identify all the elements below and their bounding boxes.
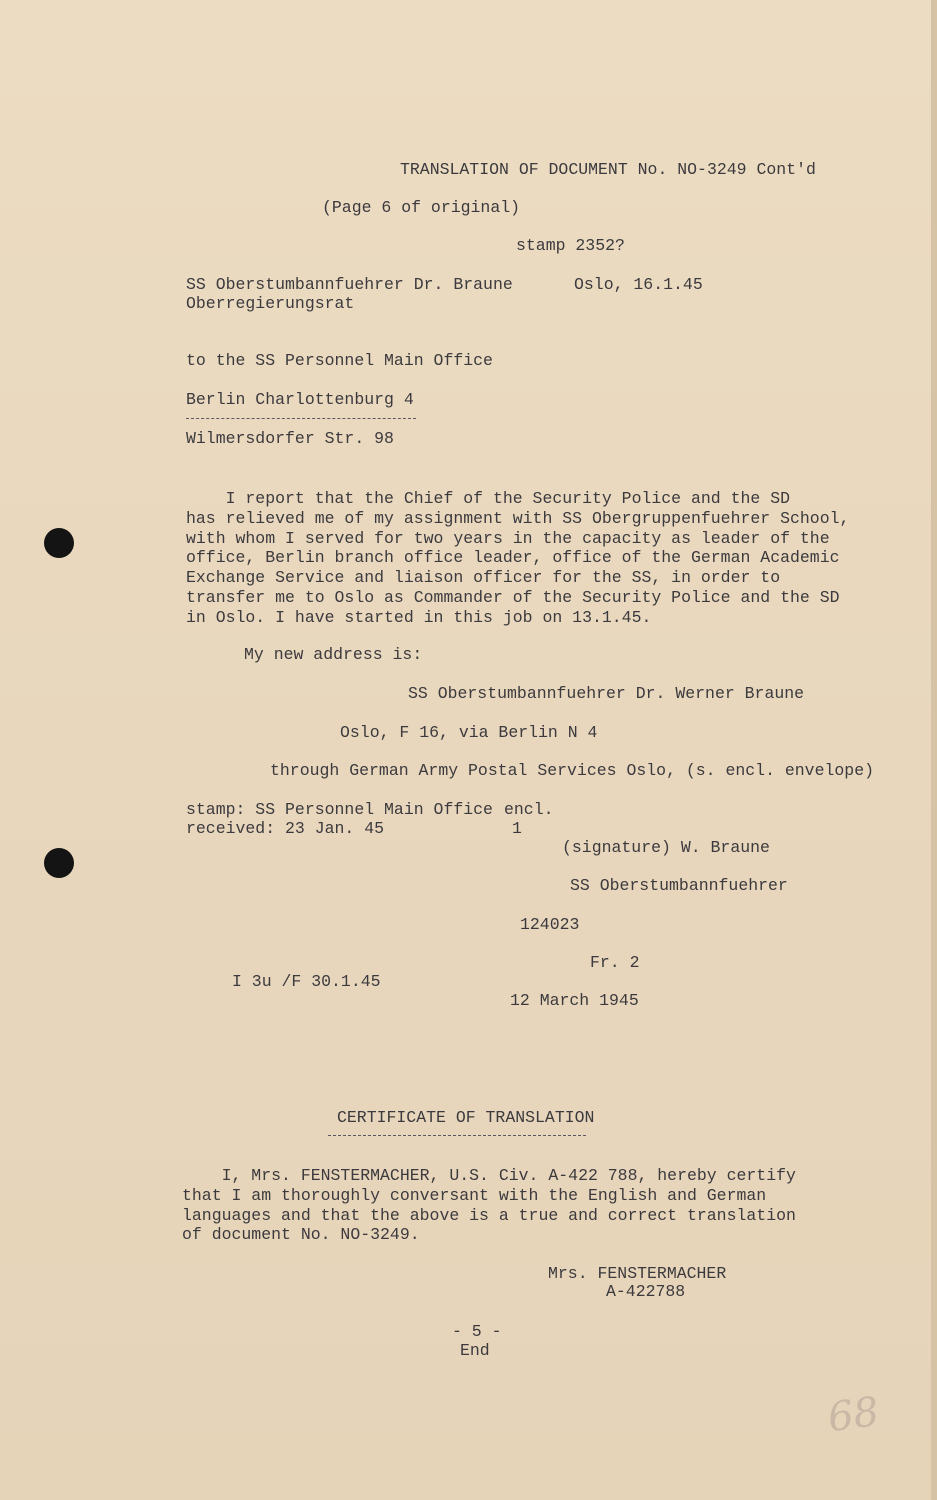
page-reference: (Page 6 of original) — [322, 198, 521, 217]
sender-title: Oberregierungsrat — [186, 294, 355, 313]
page-edge — [931, 0, 937, 1500]
end-marker: End — [460, 1341, 490, 1360]
address-intro: My new address is: — [244, 645, 423, 664]
file-reference: I 3u /F 30.1.45 — [232, 972, 381, 991]
pencil-page-mark: 68 — [825, 1388, 882, 1442]
enclosure-label: encl. — [504, 800, 554, 819]
new-address-city: Oslo, F 16, via Berlin N 4 — [340, 723, 598, 742]
page-number: - 5 - — [452, 1322, 502, 1341]
document-date: 12 March 1945 — [510, 991, 639, 1010]
translator-name: Mrs. FENSTERMACHER — [548, 1264, 727, 1283]
translator-id: A-422788 — [606, 1282, 686, 1301]
address-underline — [186, 418, 416, 419]
sender-name: SS Oberstumbannfuehrer Dr. Braune — [186, 275, 513, 294]
page-fr-number: Fr. 2 — [590, 953, 640, 972]
punch-hole-bottom — [44, 848, 74, 878]
new-address-name: SS Oberstumbannfuehrer Dr. Werner Braune — [408, 684, 805, 703]
certificate-underline — [328, 1135, 586, 1136]
recipient-office: to the SS Personnel Main Office — [186, 351, 493, 370]
received-stamp-date: received: 23 Jan. 45 — [186, 819, 385, 838]
recipient-city: Berlin Charlottenburg 4 — [186, 390, 414, 409]
signature-number: 124023 — [520, 915, 580, 934]
recipient-street: Wilmersdorfer Str. 98 — [186, 429, 394, 448]
received-stamp-office: stamp: SS Personnel Main Office — [186, 800, 493, 819]
enclosure-count: 1 — [512, 819, 522, 838]
certificate-text: I, Mrs. FENSTERMACHER, U.S. Civ. A-422 788, hereby certify that I am thoroughly conversant with the English and German languages and that the above is a true and correct translation of document No. NO-3249. — [182, 1166, 796, 1245]
punch-hole-top — [44, 528, 74, 558]
certificate-title: CERTIFICATE OF TRANSLATION — [337, 1108, 595, 1127]
signature-rank: SS Oberstumbannfuehrer — [570, 876, 788, 895]
place-date: Oslo, 16.1.45 — [574, 275, 703, 294]
body-paragraph: I report that the Chief of the Security Police and the SD has relieved me of my assignment with SS Obergruppenfuehrer School, with whom I served for two years in the capacity as leader of the office, Berlin branch office leader, office of the German Academic Exchange Service and liaison officer for the SS, in order to transfer me to Oslo as Commander of the Security Police and the SD in Oslo. I have started in this job on 13.1.45. — [186, 489, 850, 627]
new-address-postal: through German Army Postal Services Oslo, (s. encl. envelope) — [270, 761, 874, 780]
document-title: TRANSLATION OF DOCUMENT No. NO-3249 Cont'd — [400, 160, 816, 179]
stamp-number: stamp 2352? — [516, 236, 625, 255]
signature-line: (signature) W. Braune — [562, 838, 770, 857]
